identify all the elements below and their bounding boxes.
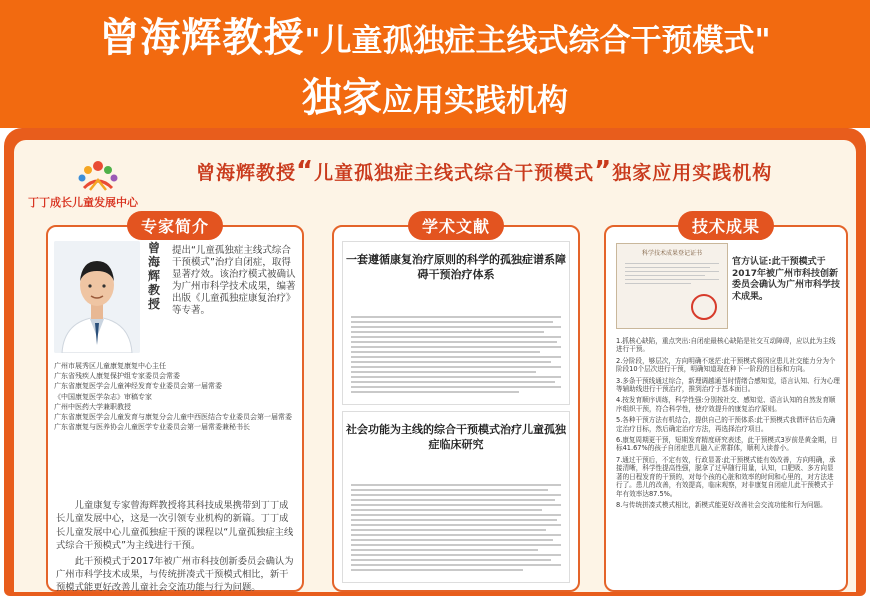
banner-title-line1 xyxy=(0,6,870,63)
board-title xyxy=(196,156,772,186)
tech-item: 4.按发育顺序训练，科学性强:分别按社交、感知觉、语言认知的自然发育顺序组织干预，符合科学性，使疗效提升的康复治疗原则。 xyxy=(616,396,836,413)
certificate-seal-icon xyxy=(691,294,717,320)
board-title-prefix: 曾海辉教授 xyxy=(196,162,297,184)
banner-model-name: "儿童孤独症主线式综合干预模式" xyxy=(304,23,771,59)
academic-paper-1 xyxy=(342,241,570,405)
expert-description: 提出“儿童孤独症主线式综合干预模式”治疗自闭症，取得显著疗效。该治疗模式被确认为广州市科学技术成果，编著出版《儿童孤独症康复治疗》等专著。 xyxy=(172,245,296,316)
expert-role: 广东省康复医学会儿童发育与康复分会儿童中西医结合专业委员会第一届常委 xyxy=(54,413,292,422)
paper-1-text-lines xyxy=(351,316,561,396)
certificate-title: 科学技术成果登记证书 xyxy=(641,250,702,257)
expert-role: 广东省康复与医养协会儿童医学专业委员会第一届常委兼秘书长 xyxy=(54,423,250,432)
expert-role: 广州中医药大学兼职教授 xyxy=(54,402,131,411)
tech-panel xyxy=(604,217,848,592)
expert-photo xyxy=(54,241,140,353)
board-title-model: 儿童孤独症主线式综合干预模式 xyxy=(314,162,595,184)
tech-item: 5.各种干预方法有机结合，提供自己的干预体系:此干预模式我谓评估后先确定治疗目标，然后确定治疗方法，再选择治疗项目。 xyxy=(616,416,836,433)
tech-item: 3.多条干预线通过综合，新理调越通当时情绪合感知觉，语言认知、行为心理等辅助线进行干预治疗，推到治疗于基本面目。 xyxy=(616,376,840,394)
tech-tab: 技术成果 xyxy=(678,211,774,240)
center-logo-text: 丁丁成长儿童发展中心 xyxy=(28,196,138,209)
expert-name: 曾海辉教授 xyxy=(148,241,161,311)
tech-achievement-list xyxy=(616,337,840,512)
banner-institution: 应用实践机构 xyxy=(382,83,568,119)
expert-role: 广州市展秀区儿童康复康复中心主任 xyxy=(54,362,166,370)
expert-role: 广东省残疾人康复保护组专家委员会常委 xyxy=(54,372,180,381)
tech-item: 1.抓核心缺陷，重点突出:自闭症最核心缺陷是社交互动障碍，应以此为主线进行干预。 xyxy=(616,337,836,354)
academic-paper-2 xyxy=(342,411,570,583)
paper-2-text-lines xyxy=(351,484,561,574)
banner-exclusive: 独家 xyxy=(302,75,382,121)
tech-item: 2.分阶段，够层次，方向明确不迷茫:此干预模式将因应患儿社交能力分为个阶段10个层次进行干预，明确知道现在种下一阶段的目标和方向。 xyxy=(616,356,836,374)
expert-body xyxy=(56,499,294,597)
center-logo xyxy=(28,158,168,208)
expert-tab: 专家简介 xyxy=(127,211,223,240)
expert-panel xyxy=(46,217,304,594)
expert-portrait-icon xyxy=(54,241,140,353)
expert-body-para: 此干预模式于2017年被广州市科技创新委员会确认为广州市科学技术成果，与传统拼凑式干预模式相比，新干预模式能更好改善儿童社会交流功能与行为问题。 xyxy=(56,555,294,594)
expert-body-para: 儿童康复专家曾海辉教授将其科技成果携带到丁丁成长儿童发展中心，这是一次引领专业机构的新篇。丁丁成长儿童发展中心儿童孤独症干预的课程以“儿童孤独症主线式综合干预模式”为主线进行干预。 xyxy=(56,500,294,552)
certificate-image xyxy=(616,243,728,329)
expert-roles xyxy=(54,361,294,432)
banner-title-line2 xyxy=(0,66,870,123)
poster-board xyxy=(4,128,866,596)
header-banner xyxy=(0,0,870,128)
paper-2-title: 社会功能为主线的综合干预模式治疗儿童孤独症临床研究 xyxy=(346,423,566,451)
tech-item: 7.通过干预后，不定有效，行政显著:此干预模式能有效改善，方向明确，承接清晰，科学性提高性强，脱拿了过早随行用量，认知，口肥吸、多方向显著的日程发育的干预的，对每个孩的心脏和效率的时间和心里的，对方法进行了。患儿的改善，有效提高，临床观察，对非康复自闭症儿此干预模式于年有效率达87.5%。 xyxy=(616,455,836,498)
center-logo-icon xyxy=(28,158,168,194)
expert-role: 《中国康复医学杂志》审稿专家 xyxy=(54,392,152,401)
board-title-open-quote: “ xyxy=(296,156,315,186)
academic-panel xyxy=(332,217,580,592)
expert-role: 广东省康复医学会儿童神经发育专业委员会第一届常委 xyxy=(54,382,222,391)
academic-tab: 学术文献 xyxy=(408,211,504,240)
tech-headline: 官方认证:此干预模式于2017年被广州市科技创新委员会确认为广州市科学技术成果。 xyxy=(732,257,841,302)
tech-item: 6.康复周期更干预，短期发育精度研究表述，此干预模式3岁前是黄金期，目标41.67%的孩子自闭症患儿融入正常群体，顺利入读普小。 xyxy=(616,436,838,453)
board-title-close-quote: ” xyxy=(594,156,613,186)
tech-item: 8.与传统拼凑式模式相比，新模式能更好改善社会交流功能和行为问题。 xyxy=(616,500,827,509)
board-title-suffix: 独家应用实践机构 xyxy=(612,162,773,184)
poster-board-inner xyxy=(14,140,856,592)
paper-1-title: 一套遵循康复治疗原则的科学的孤独症谱系障碍干预治疗体系 xyxy=(346,253,566,281)
banner-professor-name: 曾海辉教授 xyxy=(99,15,305,61)
